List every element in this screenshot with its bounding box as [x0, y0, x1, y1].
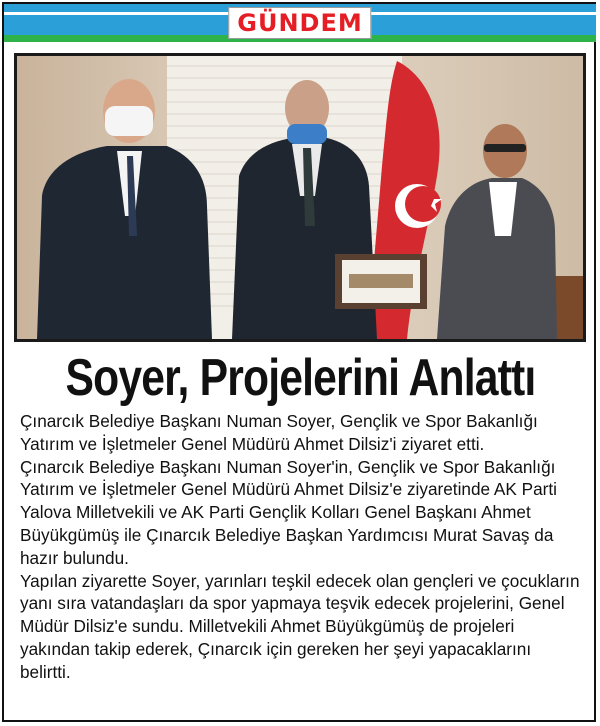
news-photo	[14, 53, 586, 342]
section-label: GÜNDEM	[228, 7, 371, 39]
framed-gift	[335, 254, 427, 309]
article-paragraph-2: Çınarcık Belediye Başkanı Numan Soyer'in, Gençlik ve Spor Bakanlığı Yatırım ve İşletmeler Genel Müdürü Ahmet Dilsiz'e ziyaretinde AK Parti Yalova Milletvekili ve AK Parti Gençlik Kolları Genel Başkanı Ahmet Büyükgümüş ile Çınarcık Belediye Başkan Yardımcısı Murat Savaş da hazır bulundu.	[20, 456, 557, 568]
article-paragraph-3: Yapılan ziyarette Soyer, yarınları teşkil edecek olan gençleri ve çocukların yanı sıra vatandaşları da spor yapmaya teşvik edecek projelerini, Genel Müdür Dilsiz'e sundu. Milletvekili Ahmet Büyükgümüş de projeleri yakından takip ederek, Çınarcık için gereken her şeyi yapacaklarını belirtti.	[20, 570, 580, 682]
headline: Soyer, Projelerini Anlattı	[65, 349, 536, 407]
article-paragraph-1: Çınarcık Belediye Başkanı Numan Soyer, Gençlik ve Spor Bakanlığı Yatırım ve İşletmeler Genel Müdürü Ahmet Dilsiz'i ziyaret etti.	[20, 411, 538, 454]
photo-illustration	[17, 56, 583, 339]
section-banner	[4, 4, 596, 42]
article-body	[20, 410, 586, 684]
